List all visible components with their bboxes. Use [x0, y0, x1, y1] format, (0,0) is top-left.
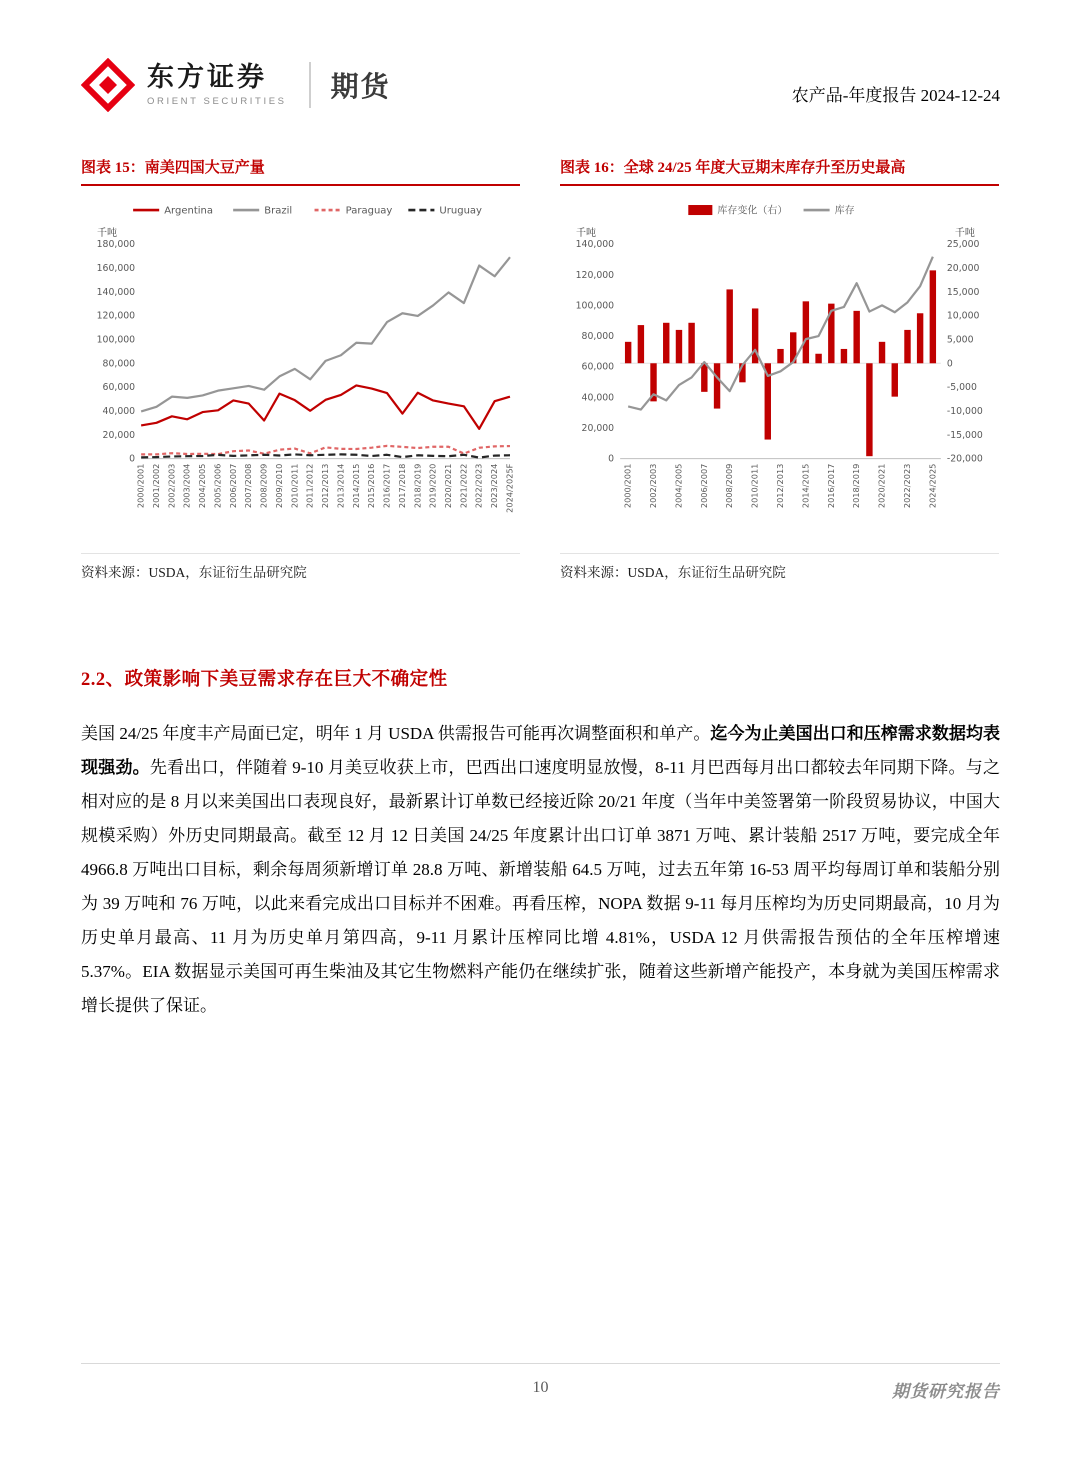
svg-text:60,000: 60,000 [581, 361, 615, 373]
svg-text:2008/2009: 2008/2009 [724, 463, 735, 509]
svg-text:-10,000: -10,000 [946, 405, 983, 417]
section-heading: 2.2、政策影响下美豆需求存在巨大不确定性 [81, 669, 448, 690]
svg-text:2000/2001: 2000/2001 [135, 463, 146, 509]
brand-block [81, 58, 391, 112]
paragraph-lead: 美国 24/25 年度丰产局面已定，明年 1 月 USDA 供需报告可能再次调整面积和单产。 [81, 723, 711, 743]
svg-text:库存变化（右）: 库存变化（右） [717, 205, 788, 217]
division-label: 期货 [330, 71, 391, 102]
svg-text:180,000: 180,000 [96, 239, 136, 251]
figure-16-source: 资料来源：USDA，东证衍生品研究院 [560, 553, 999, 581]
orient-securities-logo-icon [81, 58, 135, 112]
figure-15 [81, 156, 520, 581]
svg-text:120,000: 120,000 [575, 269, 615, 281]
soy-stocks-chart [560, 196, 999, 549]
svg-text:140,000: 140,000 [96, 286, 136, 298]
svg-text:2020/2021: 2020/2021 [876, 463, 887, 509]
svg-text:2018/2019: 2018/2019 [851, 463, 862, 509]
svg-text:2014/2015: 2014/2015 [800, 463, 811, 509]
charts-row [81, 156, 1000, 581]
svg-text:2013/2014: 2013/2014 [335, 463, 346, 509]
svg-text:80,000: 80,000 [581, 331, 615, 343]
svg-text:2012/2013: 2012/2013 [320, 463, 331, 509]
svg-text:2023/2024: 2023/2024 [489, 463, 500, 509]
svg-text:2017/2018: 2017/2018 [396, 463, 407, 509]
svg-text:-15,000: -15,000 [946, 429, 983, 441]
svg-text:2004/2005: 2004/2005 [673, 463, 684, 509]
svg-text:2006/2007: 2006/2007 [698, 463, 709, 509]
svg-text:0: 0 [608, 453, 615, 465]
page-footer [81, 1363, 1000, 1401]
svg-text:2006/2007: 2006/2007 [227, 463, 238, 509]
svg-text:-20,000: -20,000 [946, 453, 983, 465]
svg-text:2007/2008: 2007/2008 [243, 463, 254, 509]
logo-text [147, 63, 287, 107]
svg-text:2016/2017: 2016/2017 [825, 463, 836, 509]
svg-text:2005/2006: 2005/2006 [212, 463, 223, 509]
svg-text:2012/2013: 2012/2013 [775, 463, 786, 509]
svg-text:2018/2019: 2018/2019 [412, 463, 423, 509]
figure-15-title: 图表 15：南美四国大豆产量 [81, 156, 520, 186]
svg-text:库存: 库存 [834, 205, 855, 217]
svg-text:2014/2015: 2014/2015 [350, 463, 361, 509]
svg-text:40,000: 40,000 [102, 405, 136, 417]
svg-text:15,000: 15,000 [946, 286, 980, 298]
svg-text:25,000: 25,000 [946, 239, 980, 251]
svg-text:2010/2011: 2010/2011 [289, 463, 300, 509]
svg-text:2004/2005: 2004/2005 [197, 463, 208, 509]
figure-16 [560, 156, 999, 581]
svg-text:Brazil: Brazil [264, 205, 293, 217]
page-header [0, 0, 1080, 112]
svg-text:2020/2021: 2020/2021 [443, 463, 454, 509]
svg-text:120,000: 120,000 [96, 310, 136, 322]
svg-text:0: 0 [946, 358, 953, 370]
svg-text:2008/2009: 2008/2009 [258, 463, 269, 509]
svg-text:0: 0 [129, 453, 136, 465]
svg-text:Argentina: Argentina [164, 205, 214, 217]
soy-production-chart [81, 196, 520, 549]
figure-16-title: 图表 16：全球 24/25 年度大豆期末库存升至历史最高 [560, 156, 999, 186]
figure-15-source: 资料来源：USDA，东证衍生品研究院 [81, 553, 520, 581]
svg-text:60,000: 60,000 [102, 382, 136, 394]
svg-text:100,000: 100,000 [96, 334, 136, 346]
svg-text:40,000: 40,000 [581, 392, 615, 404]
svg-text:2024/2025: 2024/2025 [927, 463, 938, 509]
svg-text:2011/2012: 2011/2012 [304, 463, 315, 509]
svg-text:2015/2016: 2015/2016 [366, 463, 377, 509]
logo-english-name: ORIENT SECURITIES [147, 95, 287, 107]
svg-text:2003/2004: 2003/2004 [181, 463, 192, 509]
svg-text:2022/2023: 2022/2023 [901, 463, 912, 509]
svg-text:2002/2003: 2002/2003 [648, 463, 659, 509]
body-paragraph [81, 717, 1000, 1023]
svg-text:2001/2002: 2001/2002 [150, 463, 161, 509]
svg-text:10,000: 10,000 [946, 310, 980, 322]
svg-text:千吨: 千吨 [97, 228, 118, 240]
page-number: 10 [532, 1379, 549, 1396]
svg-text:2022/2023: 2022/2023 [473, 463, 484, 509]
svg-text:80,000: 80,000 [102, 358, 136, 370]
svg-text:Uruguay: Uruguay [439, 205, 482, 217]
brand-divider [309, 62, 311, 108]
report-meta: 农产品-年度报告 2024-12-24 [791, 86, 1000, 105]
svg-text:20,000: 20,000 [946, 262, 980, 274]
svg-text:2000/2001: 2000/2001 [622, 463, 633, 509]
logo-chinese-name: 东方证券 [147, 61, 267, 92]
footer-label: 期货研究报告 [892, 1382, 1000, 1401]
svg-text:2009/2010: 2009/2010 [273, 463, 284, 509]
svg-text:20,000: 20,000 [581, 422, 615, 434]
svg-text:140,000: 140,000 [575, 239, 615, 251]
svg-text:2019/2020: 2019/2020 [427, 463, 438, 509]
svg-text:千吨: 千吨 [576, 228, 597, 240]
svg-text:2016/2017: 2016/2017 [381, 463, 392, 509]
svg-text:-5,000: -5,000 [946, 382, 977, 394]
svg-text:160,000: 160,000 [96, 262, 136, 274]
svg-text:5,000: 5,000 [946, 334, 974, 346]
svg-text:2002/2003: 2002/2003 [166, 463, 177, 509]
svg-text:千吨: 千吨 [954, 228, 975, 240]
svg-text:2010/2011: 2010/2011 [749, 463, 760, 509]
svg-text:100,000: 100,000 [575, 300, 615, 312]
svg-text:Paraguay: Paraguay [345, 205, 393, 217]
svg-text:2024/2025F: 2024/2025F [504, 463, 515, 513]
paragraph-rest: 先看出口，伴随着 9-10 月美豆收获上市，巴西出口速度明显放慢，8-11 月巴西每月出口都较去年同期下降。与之相对应的是 8 月以来美国出口表现良好，最新累计订单数已经接近除 20/21 年度（当年中美签署第一阶段贸易协议，中国大规模采购）外历史同期最高。截至 12 月 12 日美国 24/25 年度累计出口订单 3871 万吨、累计装船 2517 万吨，要完成全年 4966.8 万吨出口目标，剩余每周须新增订单 28.8 万吨、新增装船 64.5 万吨，过去五年第 16-53 周平均每周订单和装船分别为 39 万吨和 76 万吨，以此来看完成出口目标并不困难。再看压榨，NOPA 数据 9-11 每月压榨均为历史同期最高，10 月为历史单月最高、11 月为历史单月第四高，9-11 月累计压榨同比增 4.81%，USDA 12 月供需报告预估的全年压榨增速 5.37%。EIA 数据显示美国可再生柴油及其它生物燃料产能仍在继续扩张，随着这些新增产能投产，本身就为美国压榨需求增长提供了保证。 [81, 757, 1000, 1015]
paragraph-bold: 迄今为止美国出口和压榨需求数据均表现强劲。 [81, 723, 1000, 777]
svg-text:2021/2022: 2021/2022 [458, 463, 469, 509]
svg-text:20,000: 20,000 [102, 429, 136, 441]
